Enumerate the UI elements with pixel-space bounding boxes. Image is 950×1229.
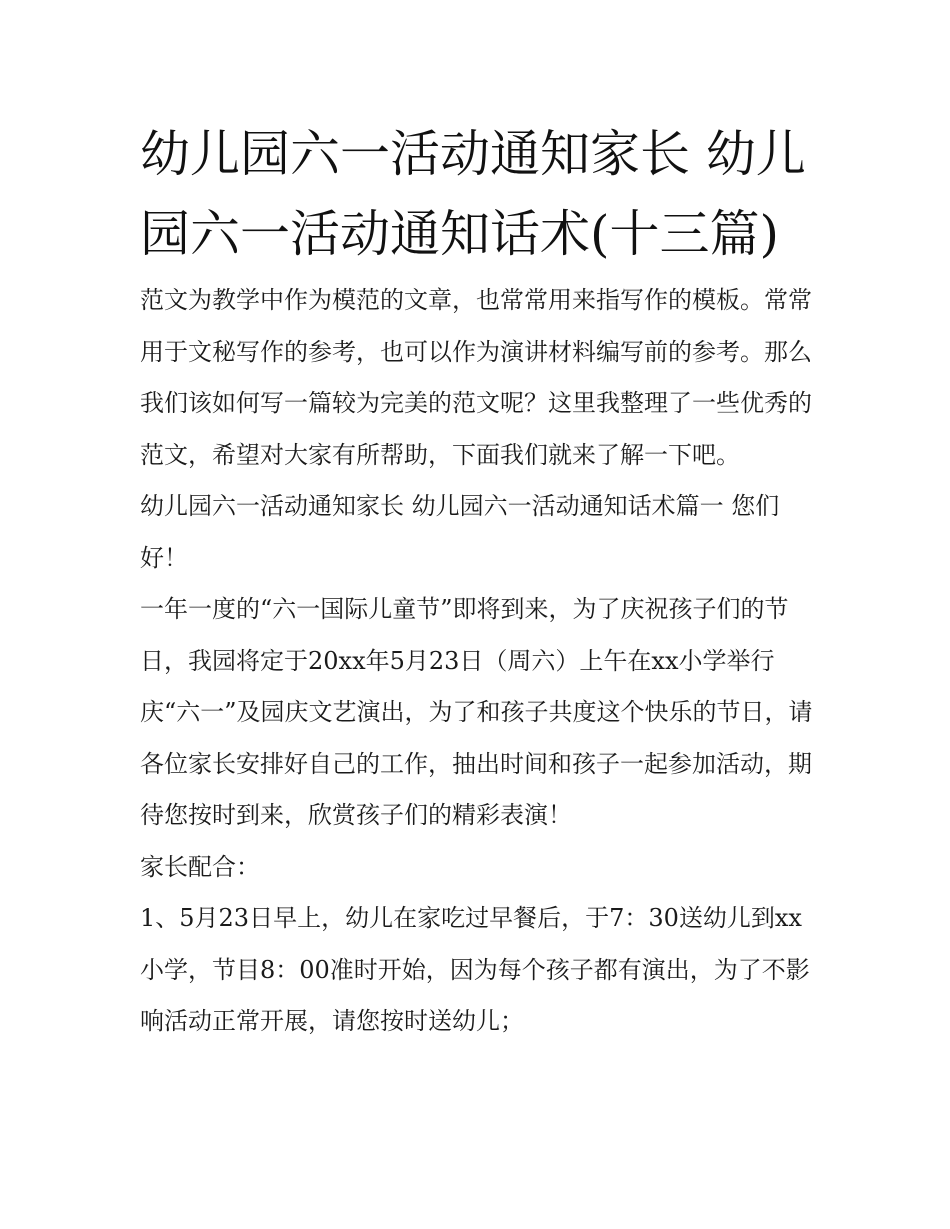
- cooperation-item-1: 1、5月23日早上，幼儿在家吃过早餐后，于7：30送幼儿到xx小学，节目8：00准时开始，因为每个孩子都有演出，为了不影响活动正常开展，请您按时送幼儿；: [140, 904, 810, 1035]
- section-heading-paragraph: 幼儿园六一活动通知家长 幼儿园六一活动通知话术篇一 您们好！: [140, 492, 780, 572]
- intro-paragraph: 范文为教学中作为模范的文章，也常常用来指写作的模板。常常用于文秘写作的参考，也可以作为演讲材料编写前的参考。那么我们该如何写一篇较为完美的范文呢？这里我整理了一些优秀的范文，希望对大家有所帮助，下面我们就来了解一下吧。: [140, 286, 812, 469]
- document-title: 幼儿园六一活动通知家长 幼儿园六一活动通知话术(十三篇): [140, 125, 806, 263]
- notice-paragraph: 一年一度的“六一国际儿童节”即将到来，为了庆祝孩子们的节日，我园将定于20xx年5月23日（周六）上午在xx小学举行庆“六一”及园庆文艺演出，为了和孩子共度这个快乐的节日，请各位家长安排好自己的工作，抽出时间和孩子一起参加活动，期待您按时到来，欣赏孩子们的精彩表演！: [140, 595, 813, 829]
- parent-cooperation-label: 家长配合：: [140, 852, 260, 881]
- document-body: [140, 275, 820, 1048]
